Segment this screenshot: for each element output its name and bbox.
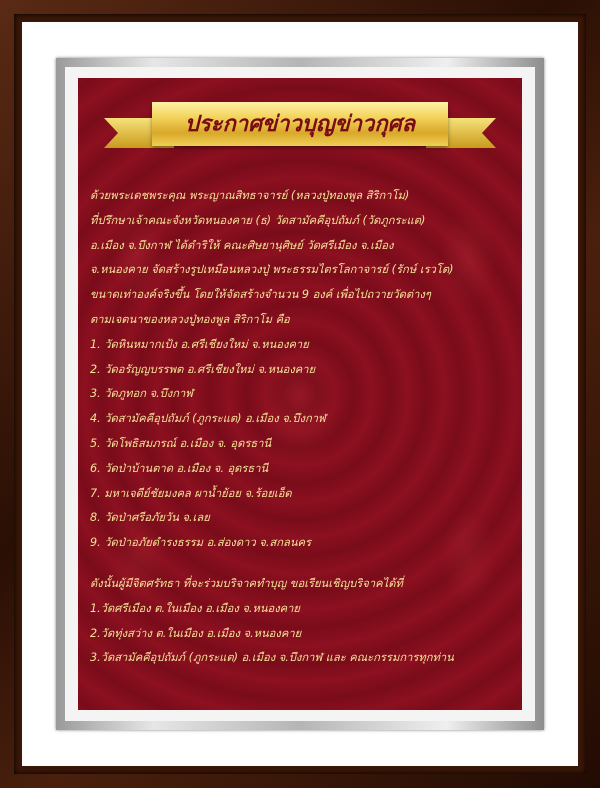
intro-line: ขนาดเท่าองค์จริงขึ้น โดยให้จัดสร้างจำนวน 9 องค์ เพื่อไปถวายวัดต่างๆ: [90, 288, 431, 302]
intro-line: ที่ปรึกษาเจ้าคณะจังหวัดหนองคาย (ธ) วัดสามัคคีอุปถัมภ์ (วัดภูกระแต): [90, 213, 426, 227]
invitation-line: ดังนั้นผู้มีจิตศรัทธา ที่จะร่วมบริจาคทำบุญ ขอเรียนเชิญบริจาคได้ที่: [90, 576, 403, 590]
ribbon-banner: [152, 102, 448, 146]
donation-place: 2.วัดทุ่งสว่าง ต.ในเมือง อ.เมือง จ.หนองคาย: [90, 626, 302, 640]
donation-place: 3.วัดสามัคคีอุปถัมภ์ (ภูกระแต) อ.เมือง จ.บึงกาฬ และ คณะกรรมการทุกท่าน: [90, 651, 454, 665]
temple-list-item: 4. วัดสามัคคีอุปถัมภ์ (ภูกระแต) อ.เมือง จ.บึงกาฬ: [90, 412, 326, 426]
intro-line: ตามเจตนาของหลวงปู่ทองพูล สิริกาโม คือ: [90, 312, 290, 326]
intro-line: อ.เมือง จ.บึงกาฬ ได้ดำริให้ คณะศิษยานุศิษย์ วัดศรีเมือง จ.เมือง: [90, 238, 394, 252]
section-spacer: [90, 556, 516, 572]
intro-line: จ.หนองคาย จัดสร้างรูปเหมือนหลวงปู่ พระธรรมไตรโลกาจารย์ (รักษ์ เรวโต): [90, 263, 454, 277]
temple-list-item: 7. มหาเจดีย์ชัยมงคล ผาน้ำย้อย จ.ร้อยเอ็ด: [90, 486, 292, 500]
temple-list-item: 8. วัดป่าศรีอภัยวัน จ.เลย: [90, 511, 210, 525]
announcement-poster: [78, 78, 522, 710]
poster-title: ประกาศข่าวบุญข่าวกุศล: [184, 111, 416, 137]
title-ribbon: [104, 100, 496, 156]
intro-line: ด้วยพระเดชพระคุณ พระญาณสิทธาจารย์ (หลวงปู่ทองพูล สิริกาโม): [90, 189, 410, 202]
temple-list-item: 2. วัดอรัญญบรรพต อ.ศรีเชียงใหม่ จ.หนองคาย: [90, 362, 316, 376]
temple-list-item: 3. วัดภูทอก จ.บึงกาฬ: [90, 387, 193, 401]
announcement-body: [90, 184, 516, 671]
temple-list-item: 6. วัดป่าบ้านตาด อ.เมือง จ. อุดรธานี: [90, 461, 269, 475]
temple-list-item: 5. วัดโพธิสมภรณ์ อ.เมือง จ. อุดรธานี: [90, 436, 272, 450]
donation-place: 1.วัดศรีเมือง ต.ในเมือง อ.เมือง จ.หนองคาย: [90, 601, 300, 615]
temple-list-item: 9. วัดป่าอภัยดำรงธรรม อ.ส่องดาว จ.สกลนคร: [90, 536, 311, 550]
temple-list-item: 1. วัดหินหมากเป้ง อ.ศรีเชียงใหม่ จ.หนองคาย: [90, 337, 309, 351]
